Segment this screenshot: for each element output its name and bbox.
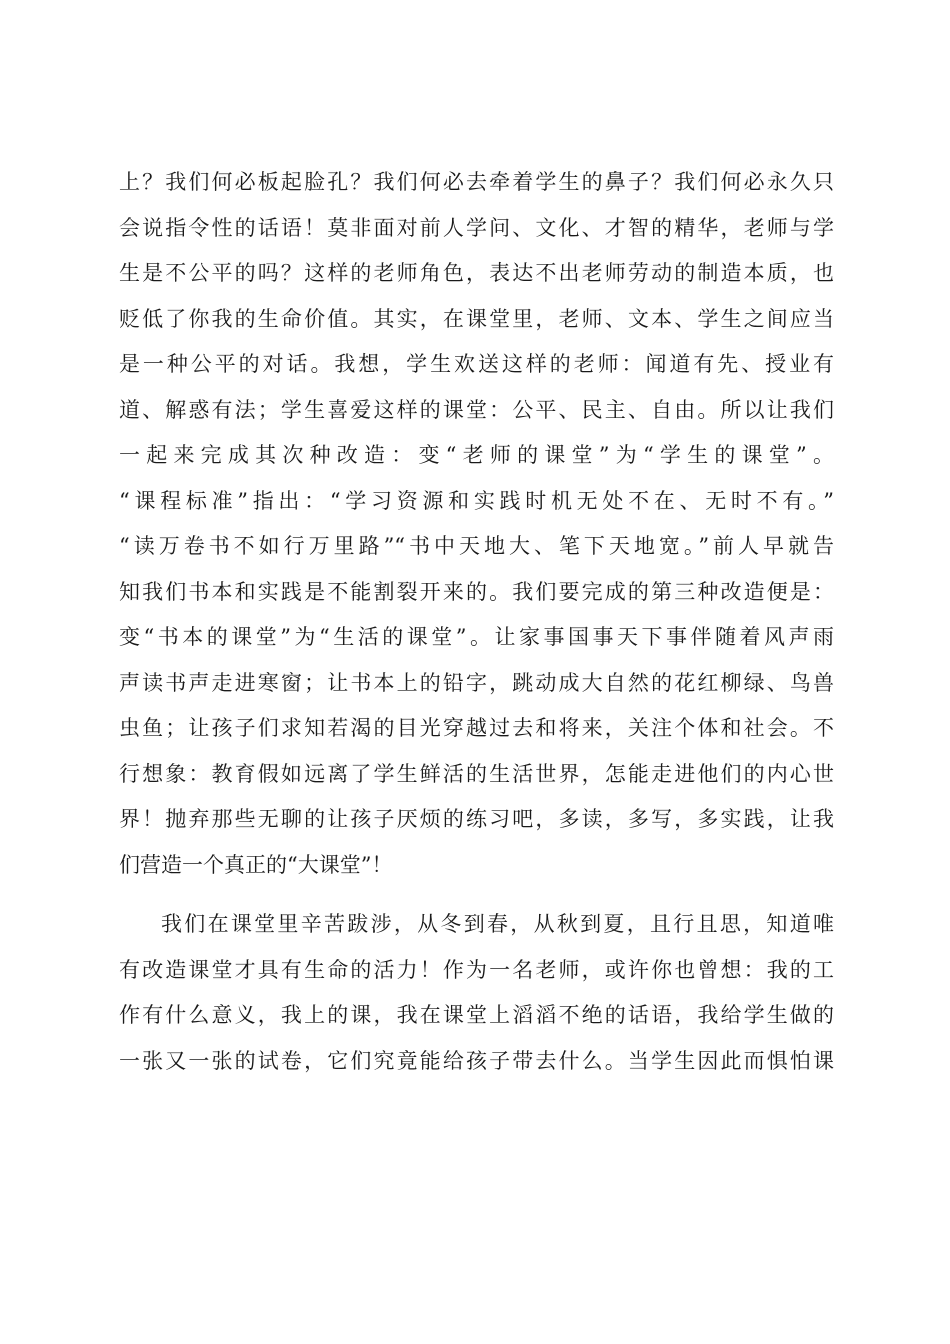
body-text — [119, 160, 834, 1084]
text-line: 变“书本的课堂”为“生活的课堂”。让家事国事天下事伴随着风声雨 — [119, 625, 834, 649]
text-line: 上？我们何必板起脸孔？我们何必去牵着学生的鼻子？我们何必永久只 — [119, 170, 834, 194]
text-line: 一张又一张的试卷，它们究竟能给孩子带去什么。当学生因此而惧怕课 — [119, 1048, 834, 1073]
text-line: 贬低了你我的生命价值。其实，在课堂里，老师、文本、学生之间应当 — [119, 306, 834, 331]
paragraph-2 — [119, 902, 834, 1084]
text-line: 道、解惑有法；学生喜爱这样的课堂：公平、民主、自由。所以让我们 — [119, 397, 834, 422]
text-line: 虫鱼；让孩子们求知若渴的目光穿越过去和将来，关注个体和社会。不 — [119, 716, 834, 740]
paragraph-1 — [119, 160, 834, 888]
text-line: 行想象：教育假如远离了学生鲜活的生活世界，怎能走进他们的内心世 — [119, 761, 834, 786]
text-line: 知我们书本和实践是不能割裂开来的。我们要完成的第三种改造便是： — [119, 579, 834, 604]
text-line: 们营造一个真正的“大课堂”！ — [119, 852, 393, 877]
text-line: 是一种公平的对话。我想，学生欢送这样的老师：闻道有先、授业有 — [119, 352, 834, 376]
text-line: 界！抛弃那些无聊的让孩子厌烦的练习吧，多读，多写，多实践，让我 — [119, 807, 834, 831]
text-line: 会说指令性的话语！莫非面对前人学问、文化、才智的精华，老师与学 — [119, 215, 834, 240]
text-line: 生是不公平的吗？这样的老师角色，表达不出老师劳动的制造本质，也 — [119, 261, 834, 285]
paragraph-gap — [119, 888, 834, 902]
text-line: 一起来完成其次种改造：变“老师的课堂”为“学生的课堂”。 — [119, 443, 834, 467]
text-line: “课程标准”指出：“学习资源和实践时机无处不在、无时不有。” — [119, 488, 834, 513]
text-line: 作有什么意义，我上的课，我在课堂上滔滔不绝的话语，我给学生做的 — [119, 1003, 834, 1027]
text-line: 我们在课堂里辛苦跋涉，从冬到春，从秋到夏，且行且思，知道唯 — [161, 912, 834, 936]
text-line: 有改造课堂才具有生命的活力！作为一名老师，或许你也曾想：我的工 — [119, 957, 834, 982]
text-line: 声读书声走进寒窗；让书本上的铅字，跳动成大自然的花红柳绿、鸟兽 — [119, 670, 834, 695]
text-line: “读万卷书不如行万里路”“书中天地大、笔下天地宽。”前人早就告 — [119, 534, 834, 558]
